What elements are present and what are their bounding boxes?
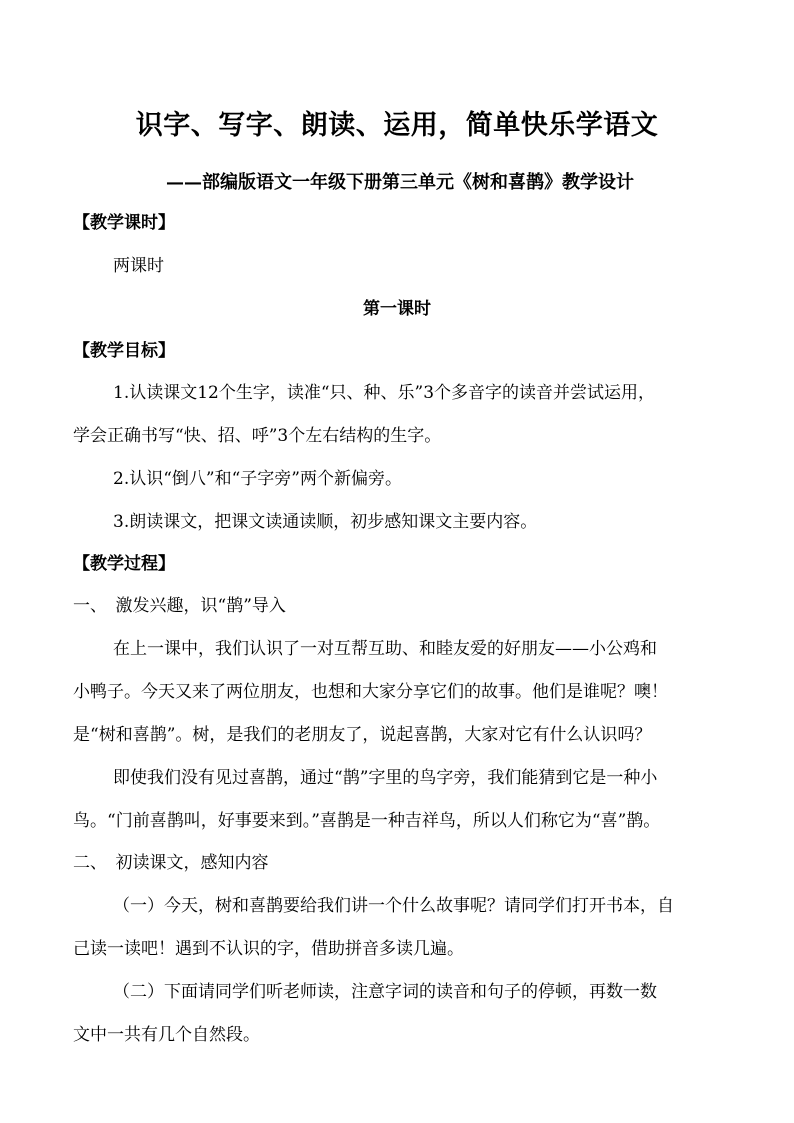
lesson-one-title: 第一课时 [363,299,431,319]
part1-para2-line2: 鸟。“门前喜鹊叫，好事要来到。”喜鹊是一种吉祥鸟，所以人们称它为“喜”鹊。 [73,811,661,831]
document-title: 识字、写字、朗读、运用，简单快乐学语文 [135,110,659,141]
part2-para1-line1: （一）今天，树和喜鹊要给我们讲一个什么故事呢？请同学们打开书本，自 [113,896,674,916]
document-subtitle: ——部编版语文一年级下册第三单元《树和喜鹊》教学设计 [166,172,634,193]
part1-title: 一、 激发兴趣，识“鹊”导入 [73,596,286,616]
part1-para1-line1: 在上一课中，我们认识了一对互帮互助、和睦友爱的好朋友——小公鸡和 [113,639,657,659]
part2-title: 二、 初读课文，感知内容 [73,853,269,873]
goal-item-1-cont: 学会正确书写“快、招、呼”3个左右结构的生字。 [73,426,442,446]
part1-para1-line2: 小鸭子。今天又来了两位朋友，也想和大家分享它们的故事。他们是谁呢？噢！ [73,682,668,702]
part1-para1-line3: 是“树和喜鹊”。树，是我们的老朋友了，说起喜鹊，大家对它有什么认识吗？ [73,725,652,745]
section-heading-goals: 【教学目标】 [73,341,175,361]
part2-para2-line2: 文中一共有几个自然段。 [73,1025,260,1045]
lesson-hours-text: 两课时 [113,256,164,276]
goal-item-3: 3.朗读课文，把课文读通读顺，初步感知课文主要内容。 [113,512,538,532]
section-heading-process: 【教学过程】 [73,554,175,574]
part1-para2-line1: 即使我们没有见过喜鹊，通过“鹊”字里的鸟字旁，我们能猜到它是一种小 [113,768,658,788]
part2-para2-line1: （二）下面请同学们听老师读，注意字词的读音和句子的停顿，再数一数 [113,982,657,1002]
goal-item-1: 1.认读课文12个生字，读准“只、种、乐”3个多音字的读音并尝试运用， [113,383,656,403]
part2-para1-line2: 己读一读吧！遇到不认识的字，借助拼音多读几遍。 [73,939,464,959]
goal-item-2: 2.认识“倒八”和“子字旁”两个新偏旁。 [113,469,402,489]
section-heading-lesson-hours: 【教学课时】 [73,213,175,233]
